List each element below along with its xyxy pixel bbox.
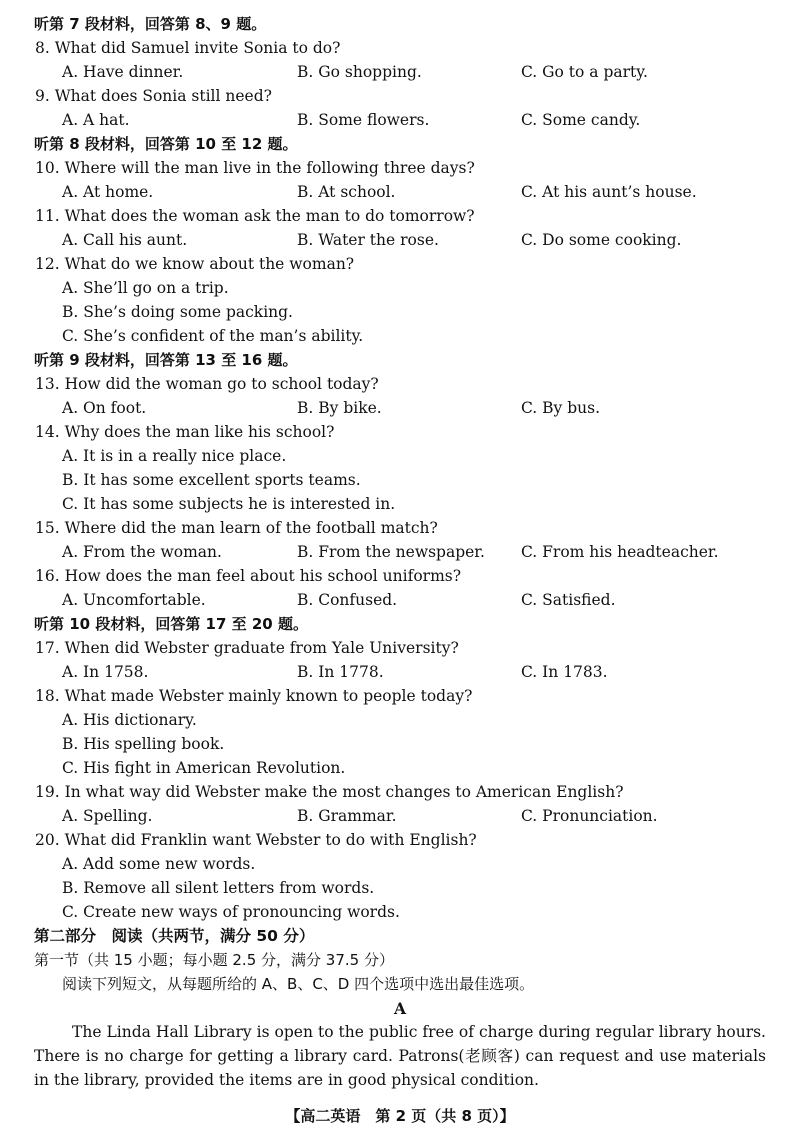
- option-row-14b: [0, 468, 800, 492]
- passage-text: The Linda Hall Library is open to the public free of charge during regular library hours. There is no charge for getting a library card. Patrons(老顾客) can request and use materials in the library, provided the items are in good physical condition.: [34, 1023, 766, 1089]
- option-c: C. At his aunt’s house.: [521, 183, 697, 201]
- part-two-title: 第二部分 阅读（共两节，满分 50 分）: [34, 927, 315, 945]
- options-row-19: [0, 804, 800, 828]
- option-b: B. Confused.: [297, 591, 398, 609]
- option-row-20a: [0, 852, 800, 876]
- question-18: 18. What made Webster mainly known to people today?: [35, 687, 473, 705]
- option-b: B. By bike.: [297, 399, 382, 417]
- option-row-20c: [0, 900, 800, 924]
- option-c: C. In 1783.: [521, 663, 608, 681]
- option-b: B. Some flowers.: [297, 111, 430, 129]
- option-a: A. In 1758.: [62, 663, 149, 681]
- option-b: B. His spelling book.: [62, 735, 225, 753]
- option-a: A. It is in a really nice place.: [62, 447, 287, 465]
- option-b: B. She’s doing some packing.: [62, 303, 293, 321]
- option-row-18c: [0, 756, 800, 780]
- option-a: A. She’ll go on a trip.: [62, 279, 229, 297]
- question-17: 17. When did Webster graduate from Yale University?: [35, 639, 459, 657]
- option-c: C. Do some cooking.: [521, 231, 682, 249]
- page-footer: 【高二英语 第 2 页（共 8 页）】: [285, 1107, 515, 1125]
- options-row-11: [0, 228, 800, 252]
- option-c: C. Pronunciation.: [521, 807, 658, 825]
- option-row-12b: [0, 300, 800, 324]
- options-row-15: [0, 540, 800, 564]
- option-a: A. Have dinner.: [62, 63, 184, 81]
- option-a: A. Add some new words.: [62, 855, 256, 873]
- option-a: A. From the woman.: [62, 543, 222, 561]
- question-15: 15. Where did the man learn of the football match?: [35, 519, 438, 537]
- option-a: A. Uncomfortable.: [62, 591, 206, 609]
- question-14: 14. Why does the man like his school?: [35, 423, 335, 441]
- option-c: C. Some candy.: [521, 111, 641, 129]
- option-c: C. Create new ways of pronouncing words.: [62, 903, 400, 921]
- question-16: 16. How does the man feel about his school uniforms?: [35, 567, 462, 585]
- section-heading-9: 听第 9 段材料，回答第 13 至 16 题。: [34, 351, 298, 369]
- options-row-13: [0, 396, 800, 420]
- options-row-17: [0, 660, 800, 684]
- option-b: B. Remove all silent letters from words.: [62, 879, 375, 897]
- option-row-14c: [0, 492, 800, 516]
- option-c: C. From his headteacher.: [521, 543, 719, 561]
- options-row-9: [0, 108, 800, 132]
- option-a: A. Spelling.: [62, 807, 153, 825]
- option-b: B. It has some excellent sports teams.: [62, 471, 361, 489]
- option-b: B. At school.: [297, 183, 396, 201]
- option-row-14a: [0, 444, 800, 468]
- option-a: A. On foot.: [62, 399, 147, 417]
- option-row-12c: [0, 324, 800, 348]
- option-c: C. Satisfied.: [521, 591, 616, 609]
- section-heading-7: 听第 7 段材料，回答第 8、9 题。: [34, 15, 267, 33]
- option-c: C. Go to a party.: [521, 63, 648, 81]
- question-9: 9. What does Sonia still need?: [35, 87, 272, 105]
- option-a: A. His dictionary.: [62, 711, 197, 729]
- option-c: C. She’s confident of the man’s ability.: [62, 327, 364, 345]
- passage-label: A: [393, 999, 407, 1018]
- reading-instruction: 阅读下列短文，从每题所给的 A、B、C、D 四个选项中选出最佳选项。: [62, 975, 535, 993]
- options-row-8: [0, 60, 800, 84]
- question-11: 11. What does the woman ask the man to do tomorrow?: [35, 207, 475, 225]
- option-a: A. At home.: [62, 183, 154, 201]
- options-row-10: [0, 180, 800, 204]
- option-b: B. Grammar.: [297, 807, 397, 825]
- option-a: A. A hat.: [62, 111, 130, 129]
- options-row-16: [0, 588, 800, 612]
- passage-paragraph: [34, 1020, 766, 1092]
- option-b: B. In 1778.: [297, 663, 384, 681]
- option-b: B. Water the rose.: [297, 231, 439, 249]
- option-c: C. It has some subjects he is interested in.: [62, 495, 396, 513]
- section-heading-10: 听第 10 段材料，回答第 17 至 20 题。: [34, 615, 308, 633]
- option-c: C. His fight in American Revolution.: [62, 759, 346, 777]
- section-heading-8: 听第 8 段材料，回答第 10 至 12 题。: [34, 135, 298, 153]
- option-a: A. Call his aunt.: [62, 231, 188, 249]
- question-20: 20. What did Franklin want Webster to do with English?: [35, 831, 477, 849]
- question-19: 19. In what way did Webster make the most changes to American English?: [35, 783, 624, 801]
- question-13: 13. How did the woman go to school today?: [35, 375, 379, 393]
- question-12: 12. What do we know about the woman?: [35, 255, 355, 273]
- question-10: 10. Where will the man live in the following three days?: [35, 159, 475, 177]
- option-b: B. From the newspaper.: [297, 543, 485, 561]
- option-row-20b: [0, 876, 800, 900]
- option-row-12a: [0, 276, 800, 300]
- option-c: C. By bus.: [521, 399, 601, 417]
- section-one-title: 第一节（共 15 小题；每小题 2.5 分，满分 37.5 分）: [34, 951, 394, 969]
- question-8: 8. What did Samuel invite Sonia to do?: [35, 39, 341, 57]
- option-row-18a: [0, 708, 800, 732]
- option-row-18b: [0, 732, 800, 756]
- option-b: B. Go shopping.: [297, 63, 422, 81]
